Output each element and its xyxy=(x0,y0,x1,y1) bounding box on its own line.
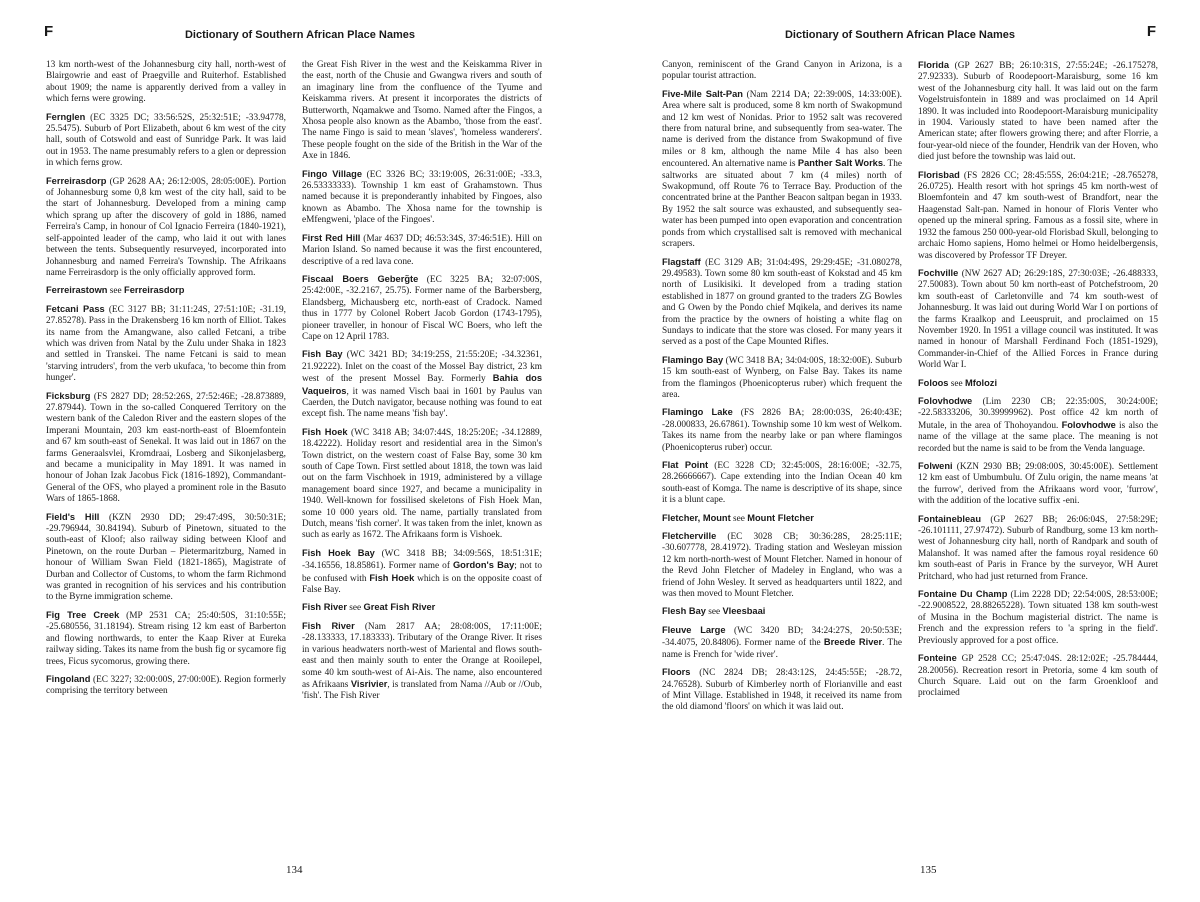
entry-text: . The saltworks are situated about 7 km (4 miles) north of Swakopmund, off Route 76 to Terrace Bay. Production of the concentrated brine at the Panther Beacon saltpan began in 1933. By 1952 the salt source was exhausted, and subsequently sea-water has been pumped into open evaporation and concentration ponds from which crystallised salt is removed with mechanical scrapers. xyxy=(662,159,902,250)
headword: Fingoland xyxy=(46,673,91,684)
dictionary-entry xyxy=(302,274,542,343)
headword: Fig Tree Creek xyxy=(46,609,120,620)
right-column-2 xyxy=(918,60,1158,862)
left-column-1 xyxy=(46,60,286,862)
entry-text: (NW 2627 AD; 26:29:18S, 27:30:03E; -26.488333, 27.50083). Town about 50 km north-east of Potchefstroom, 20 km south-east of Carletonville and 74 km south-west of Johannesburg. It was laid out during World War I on portions of the farms Kraalkop and Leeuspruit, and proclaimed on 15 November 1920. In 1951 a village council was instituted. It was named in honour of Marshall Ferdinand Foch (1851-1929), Commander-in-Chief of the Allied Forces in France during World War I. xyxy=(918,268,1158,371)
entry-text: , it was named Visch baai in 1601 by Paulus van Caerden, the Dutch navigator, because nothing was found to eat except fish. The name means 'fish bay'. xyxy=(302,386,542,420)
entry-text: (Lim 2228 DD; 22:54:00S, 28:53:00E; -22.9008522, 28.88265228). Town situated 138 km south-west of Musina in the Bochum magisterial district. The name is French and the expression refers to 'a spring in the field'. Previously approved for a post office. xyxy=(918,590,1158,646)
entry-text: see xyxy=(107,286,125,297)
cross-reference: Vleesbaai xyxy=(722,606,766,617)
dictionary-entry xyxy=(662,531,902,600)
left-section-letter: F xyxy=(44,23,54,40)
right-running-header xyxy=(600,23,1200,46)
headword: Fetcani Pass xyxy=(46,303,105,314)
entry-text: (EC 3326 BC; 33:19:00S, 26:31:00E; -33.3, 26.53333333). Township 1 km east of Grahamstown. Thus named because it is preponderantly inhabited by Fingoes, also known as Abambo. The Xhosa name for the township is eMfengweni, 'place of the Fingoes'. xyxy=(302,169,542,226)
headword: Folovhodwe xyxy=(918,395,973,406)
cross-reference: Great Fish River xyxy=(363,602,436,613)
entry-text: (GP 2627 BB; 26:06:04S, 27:58:29E; -26.101111, 27.97472). Suburb of Randburg, some 13 km north-west of Johannesburg city hall, north of Randpark and south of Malanshof. It was named after the famous royal residence 60 km south-east of Paris in France by the surveyor, WH Auret Pritchard, who had just returned from France. xyxy=(918,514,1158,582)
dictionary-entry xyxy=(918,378,1158,390)
headword: Ficksburg xyxy=(46,390,91,401)
headword: Fontainebleau xyxy=(918,513,982,524)
entry-text: Canyon, reminiscent of the Grand Canyon in Arizona, is a popular tourist attraction. xyxy=(662,60,902,82)
entry-text: (EC 3228 CD; 32:45:00S, 28:16:00E; -32.75, 28.26666667). Cape extending into the Indian Ocean 40 km south-east of Komga. The name is descriptive of its shape, since it is a blunt cape. xyxy=(662,461,902,506)
cross-reference: Breede River xyxy=(823,637,883,648)
headword: Five-Mile Salt-Pan xyxy=(662,88,743,99)
entry-text: (Mar 4637 DD; 46:53:34S, 37:46:51E). Hill on Marion Island. So named because it was the first encountered, descriptive of a red lava cone. xyxy=(302,233,542,267)
dictionary-entry xyxy=(302,548,542,597)
headword: Folweni xyxy=(918,461,953,471)
headword: Fish Hoek xyxy=(302,426,348,437)
dictionary-entry xyxy=(302,427,542,542)
headword: Flagstaff xyxy=(662,256,701,267)
headword: Flamingo Lake xyxy=(662,407,733,418)
dictionary-entry xyxy=(662,513,902,525)
entry-text: ; not to be confused with xyxy=(302,561,542,584)
entry-text: (GP 2628 AA; 26:12:00S, 28:05:00E). Portion of Johannesburg some 0,8 km west of the city hall, said to be the start of Johannesburg. Developed from a mining camp which sprang up after the discovery of gold in 1886, named Ferreira's Camp, in honour of Col Ignacio Ferreira (1840-1921), self-appointed leader of the camp, who laid it out with lanes between the tents. Subsequently resurveyed, incorporated into Johannesburg and named Ferreira's Township. The Afrikaans name Ferreirasdorp is the only officially approved form. xyxy=(46,176,286,278)
left-header-title: Dictionary of Southern African Place Names xyxy=(184,29,416,41)
dictionary-entry xyxy=(302,621,542,703)
dictionary-entry xyxy=(918,589,1158,647)
headword: Florisbad xyxy=(918,169,960,180)
headword: Fingo Village xyxy=(302,168,363,179)
cross-reference: Panther Salt Works xyxy=(797,158,884,169)
dictionary-entry xyxy=(46,176,286,280)
dictionary-entry xyxy=(662,355,902,402)
entry-text: is also the name of the village at the same place. The meaning is not recorded but the name is said to be from the Venda language. xyxy=(918,420,1158,454)
right-page xyxy=(600,0,1200,902)
dictionary-entry xyxy=(46,304,286,385)
cross-reference: Bahia dos Vaqueiros xyxy=(302,373,542,396)
entry-text: (GP 2627 BB; 26:10:31S, 27:55:24E; -26.175278, 27.92333). Suburb of Roodepoort-Maraisburg, some 16 km west of the Johannesburg city hall. It was laid out on the farm Vogelstruisfontein in 1889 and was proclaimed on 14 April 1890. It was included into Roodepoort-Maraisburg municipality in 1904. Variously stated to have been named after the American state; after flowers growing there; and after Florrie, a four-year-old niece of the founder, Hendrik van der Hoven, who died just before the township was laid out. xyxy=(918,61,1158,163)
cross-reference: Mfolozi xyxy=(965,377,998,388)
dictionary-entry xyxy=(918,60,1158,164)
dictionary-entry xyxy=(302,169,542,227)
entry-text: (EC 3225 BA; 32:07:00S, 25:42:00E, -32.2167, 25.75). Former name of the Barbersberg, Elandsberg, Michausberg etc, north-east of Cradock. Named thus in 1777 by Colonel Robert Jacob Gordon (1743-1795), pioneer traveller, in honour of Fiscal WC Boers, who left the Cape on 12 April 1783. xyxy=(302,274,542,342)
entry-text: see xyxy=(346,603,364,614)
headword: Florida xyxy=(918,60,949,70)
dictionary-entry xyxy=(46,391,286,506)
entry-text: (NC 2824 DB; 28:43:12S, 24:45:55E; -28.72, 24.76528). Suburb of Kimberley north of Florianville and east of Mint Village. Established in 1948, it received its name from the old diamond 'floors' on which it was laid out. xyxy=(662,668,902,713)
headword: Fish River xyxy=(302,602,347,613)
headword: Fiscaal Boers Geberg̃te xyxy=(302,273,419,284)
entry-text: (EC 3227; 32:00:00S, 27:00:00E). Region formerly comprising the territory between xyxy=(46,674,286,697)
dictionary-entry xyxy=(918,396,1158,455)
dictionary-entry xyxy=(662,606,902,618)
headword: Fish Hoek Bay xyxy=(302,547,375,558)
entry-text: (EC 3028 CB; 30:36:28S, 28:25:11E; -30.607778, 28.41972). Trading station and Wesleyan mission 12 km north-north-west of Mount Fletcher. Named in honour of the Revd John Fletcher of Madeley in England, who was a friend of John Wesley. It served as headquarters until 1822, and was then moved to Mount Fletcher. xyxy=(662,532,902,600)
dictionary-entry xyxy=(46,285,286,297)
headword: Fish River xyxy=(302,620,355,631)
cross-reference: Ferreirasdorp xyxy=(124,285,185,296)
dictionary-entry xyxy=(918,514,1158,583)
entry-text: (WC 3418 AB; 34:07:44S, 18:25:20E; -34.12889, 18.42222). Holiday resort and residential area in the Simon's Town district, on the western coast of False Bay, some 30 km south of Cape Town. First settled about 1818, the town was laid out on the farm Vischhoek in 1919, administered by a village management board since 1927, and became a municipality in 1940. Well-known for fossilised skeletons of Fish Hoek Man, some 10 000 years old. The name, partially translated from Dutch, means 'fish corner'. It was taken from the inlet, known as such as early as 1672. The Afrikaans form is Vishoek. xyxy=(302,427,542,541)
headword: Ferreirasdorp xyxy=(46,175,107,186)
entry-text: (KZN 2930 DD; 29:47:49S, 30:50:31E; -29.796944, 30.84194). Suburb of Pinetown, situated to the south-east of Kloof; also railway siding between Kloof and Pinetown, on the route Durban – Pietermaritzburg, Named in honour of William Swan Field (1821-1865), Magistrate of Durban and Collector of Customs, to whom the farm Richmond was granted in recognition of his services and his contribution to the Byrne immigration scheme. xyxy=(46,512,286,603)
dictionary-entry xyxy=(662,89,902,251)
headword: Fletcherville xyxy=(662,531,717,542)
entry-text: (WC 3421 BD; 34:19:25S, 21:55:20E; -34.32361, 21.92222). Inlet on the coast of the Mossel Bay district, 23 km west of the present Mossel Bay. Formerly xyxy=(302,350,542,385)
entry-text: (Nam 2214 DA; 22:39:00S, 14:33:00E). Area where salt is produced, some 8 km north of Swakopmund and 12 km west of Nonidas. Prior to 1952 salt was recovered there from natural brine, and subsequently from sea-water. The name is derived from the distance from Swakopmund of five miles or 8 km, although the name Mile 4 has also been encountered. An alternative name is xyxy=(662,89,902,170)
entry-text: . The name is French for 'wide river'. xyxy=(662,638,902,660)
entry-text: (FS 2826 BA; 28:00:03S, 26:40:43E; -28.000833, 26.67861). Township some 10 km west of Welkom. Takes its name from the nearby lake or pan where flamingos (Phoenicopterus ruber) occur. xyxy=(662,408,902,453)
dictionary-entry xyxy=(662,625,902,661)
headword: Flesh Bay xyxy=(662,606,706,617)
dictionary-entry xyxy=(46,674,286,698)
left-column-2 xyxy=(302,60,542,862)
dictionary-entry xyxy=(46,60,286,106)
dictionary-entry xyxy=(662,60,902,83)
entry-text: (Lim 2230 CB; 22:35:00S, 30:24:00E; -22.58333206, 30.39999962). Post office 42 km north of Mutale, in the area of Thohoyandou. xyxy=(918,396,1158,431)
cross-reference: Mount Fletcher xyxy=(747,512,814,523)
entry-text: (FS 2826 CC; 28:45:55S, 26:04:21E; -28.765278, 26.0725). Health resort with hot springs 45 km north-west of Bloemfontein and 47 km south-west of Brandfort, near the Haagenstad Salt-pan. Named in honour of Floris Venter who opened up the mineral spring. Famous as a fossil site, where in 1932 the famous 250 000-year-old Florisbad Skull, belonging to archaic Homo sapiens, Homo helmei or Homo heidelbergensis, was discovered by Professor TF Dreyer. xyxy=(918,170,1158,261)
headword: Ferreirastown xyxy=(46,285,108,296)
dictionary-entry xyxy=(662,667,902,714)
right-header-title: Dictionary of Southern African Place Names xyxy=(784,29,1016,41)
entry-text: (WC 3420 BD; 34:24:27S, 20:50:53E; -34.4075, 20.84806). Former name of the xyxy=(662,625,902,649)
entry-text: the Great Fish River in the west and the Keiskamma River in the east, north of the Chusie and Gwangwa rivers and south of an imaginary line from the confluence of the Tyume and Keiskamma rivers. At present it incorporates the districts of Butterworth, Nqamakwe and Tsomo. Named after the Fingos, a Xhosa people also known as the Abambo, 'those from the east'. The name Fingo is said to mean 'slaves', 'homeless wanderers'. These people fought on the side of the British in the War of the Axe in 1846. xyxy=(302,60,542,162)
entry-text: see xyxy=(730,513,748,524)
entry-text: which is on the opposite coast of False Bay. xyxy=(302,573,542,596)
dictionary-entry xyxy=(302,349,542,420)
dictionary-entry xyxy=(918,461,1158,508)
right-section-letter: F xyxy=(1146,23,1156,40)
headword: Field's Hill xyxy=(46,511,100,522)
left-running-header xyxy=(0,23,600,46)
headword: Fonteine xyxy=(918,653,957,664)
dictionary-entry xyxy=(662,407,902,454)
headword: Fontaine Du Champ xyxy=(918,589,1008,600)
dictionary-entry xyxy=(302,602,542,614)
dictionary-entry xyxy=(46,610,286,668)
entry-text: (WC 3418 BB; 34:09:56S, 18:51:31E; -34.16556, 18.85861). Former name of xyxy=(302,548,542,572)
entry-text: see xyxy=(948,378,966,389)
entry-text: (EC 3325 DC; 33:56:52S, 25:32:51E; -33.94778, 25.5475). Suburb of Port Elizabeth, about 6 km west of the city hall, south of Cotswold and east of Sunridge Park. It was laid out in 1953. The name presumably refers to a glen or depression in which ferns grow. xyxy=(46,112,286,169)
headword: Fletcher, Mount xyxy=(662,512,731,523)
headword: Fleuve Large xyxy=(662,624,726,635)
left-page-number: 134 xyxy=(286,864,303,876)
right-page-number: 135 xyxy=(920,864,937,876)
dictionary-entry xyxy=(46,512,286,604)
headword: Flat Point xyxy=(662,460,709,470)
entry-text: (EC 3127 BB; 31:11:24S, 27:51:10E; -31.19, 27.85278). Pass in the Drakensberg 16 km north of Elliot. Takes its name from the Amangwane, also called Fetcani, a tribe which was driven from Natal by the Zulu under Shaka in 1823 and settled in Transkei. The name Fetcani is said to mean 'starving intruders', from the verb ukufaca, 'to become thin from hunger'. xyxy=(46,304,286,384)
cross-reference: Fish Hoek xyxy=(369,572,415,583)
dictionary-entry xyxy=(302,233,542,268)
entry-text: , is translated from Nama //Aub or //Oub, 'fish'. The Fish River xyxy=(302,679,542,702)
entry-text: (KZN 2930 BB; 29:08:00S, 30:45:00E). Settlement 12 km east of Umbumbulu. Of Zulu origin, the name means 'at the furrow', derived from the Afrikaans word voor, 'furrow', with the addition of the locative suffix -eni. xyxy=(918,462,1158,507)
entry-text: see xyxy=(705,607,723,618)
entry-text: (WC 3418 BA; 34:04:00S, 18:32:00E). Suburb 15 km south-east of Wynberg, on False Bay. Takes its name from the flamingos (Phoenicopterus ruber) which frequent the area. xyxy=(662,355,902,400)
dictionary-entry xyxy=(46,112,286,170)
entry-text: (MP 2531 CA; 25:40:50S, 31:10:55E; -25.680556, 31.18194). Stream rising 12 km east of Barberton and flowing northwards, to enter the Kaap River at Eureka railway siding. Takes its name from the bush fig or sycamore fig trees, Ficus sycomorus, growing there. xyxy=(46,610,286,667)
entry-text: (EC 3129 AB; 31:04:49S, 29:29:45E; -31.080278, 29.49583). Town some 80 km south-east of Kokstad and 45 km north of Lusikisiki. It developed from a trading station established in 1877 on ground granted to the traders ZG Bowles and G Owen by the Pondo chief Mqikela, and derives its name from the practice by the owners of hoisting a white flag on Sundays to indicate that the store was closed. For many years it served as a post of the Cape Mounted Rifles. xyxy=(662,257,902,348)
dictionary-entry xyxy=(918,170,1158,262)
headword: First Red Hill xyxy=(302,232,361,243)
dictionary-entry xyxy=(662,460,902,507)
entry-text: GP 2528 CC; 25:47:04S. 28:12:02E; -25.784444, 28.20056). Recreation resort in Pretoria, some 4 km south of Church Square. Laid out on the farm Groenkloof and proclaimed xyxy=(918,654,1158,699)
right-column-1 xyxy=(662,60,902,862)
dictionary-entry xyxy=(302,60,542,163)
headword: Foloos xyxy=(918,377,949,388)
entry-text: (Nam 2817 AA; 28:08:00S, 17:11:00E; -28.133333, 17.183333). Tributary of the Orange River. It rises in various headwaters north-west of Mariental and flows south-east and then mainly south to enter the Orange at Rooilepel, some 40 km south-west of Ai-Ais. The name, also encountered as Afrikaans xyxy=(302,621,542,690)
entry-text: 13 km north-west of the Johannesburg city hall, north-west of Blairgowrie and east of Praegville and Ruiterhof. Established about 1909; the name is apparently derived from a valley in which ferns were growing. xyxy=(46,60,286,105)
headword: Flamingo Bay xyxy=(662,354,724,365)
headword: Floors xyxy=(662,667,691,678)
headword: Fochville xyxy=(918,267,959,278)
dictionary-entry xyxy=(662,257,902,349)
cross-reference: Folovhodwe xyxy=(1061,419,1116,430)
entry-text: (FS 2827 DD; 28:52:26S, 27:52:46E; -28.873889, 27.87944). Town in the so-called Conquered Territory on the western bank of the Caledon River and the eastern slopes of the Imperani Mountain, 203 km east-north-east of Bloemfontein and 67 km south-east of Senekal. It was laid out in 1867 on the farms Generaalsvlei, Kromdraai, Losberg and Sikonjelasberg, and became a municipality in May 1891. It was named in honour of Johan Izak Jacobus Fick (1816-1892), Commandant-General of the OFS, who played a prominent role in the Basuto Wars of 1865-1868. xyxy=(46,391,286,505)
headword: Fernglen xyxy=(46,111,86,122)
dictionary-entry xyxy=(918,653,1158,700)
cross-reference: Visrivier xyxy=(350,678,388,689)
cross-reference: Gordon's Bay xyxy=(452,560,515,571)
headword: Fish Bay xyxy=(302,349,343,360)
dictionary-entry xyxy=(918,268,1158,372)
